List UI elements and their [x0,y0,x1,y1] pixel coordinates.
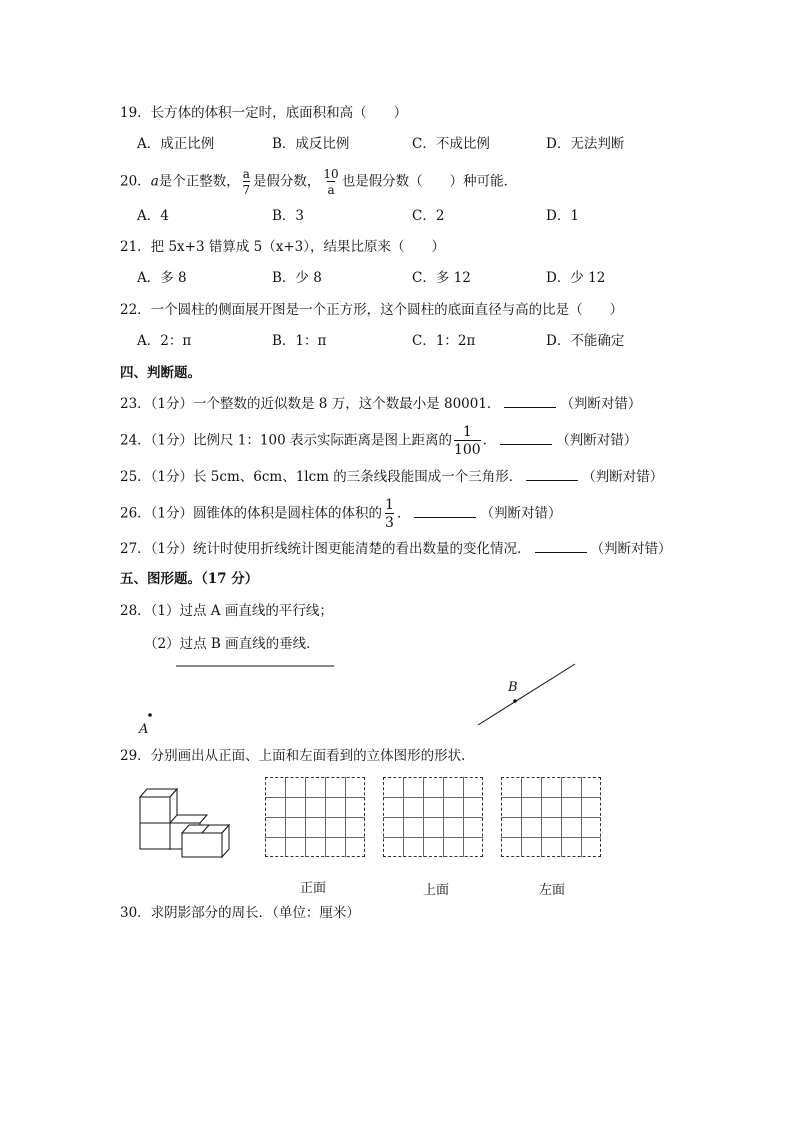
answer-blank[interactable] [526,468,578,481]
question-20-options [137,206,657,226]
option-c: C．1：2π [412,333,476,349]
question-26: 26．（1分）圆锥体的体积是圆柱体的体积的 $\frac{1}{3}$ ． （判断对错） [120,497,562,531]
option-c: C．2 [412,208,445,224]
answer-blank[interactable] [504,395,556,408]
option-d: D．无法判断 [546,136,625,152]
question-21-options [137,268,657,288]
question-24: 24．（1分）比例尺 1：100 表示实际距离是图上距离的 $\frac{1}{100}$ ． （判断对错） [120,424,638,458]
option-b: B．3 [272,208,305,224]
question-28-part2: （2）过点 B 画直线的垂线． [144,636,320,652]
question-30-stem: 30．求阴影部分的周长．（单位：厘米） [120,905,360,921]
cube-stack-figure [136,785,236,860]
option-c: C．多 12 [412,270,471,286]
grid-front-view[interactable] [265,777,365,857]
point-a-label: A [139,722,149,737]
option-a: A．2：π [137,333,192,349]
option-d: D．不能确定 [546,333,625,349]
option-b: B．少 8 [272,270,322,286]
answer-blank[interactable] [500,432,552,445]
label-top-view: 上面 [423,883,450,898]
fraction-1-over-100: $\frac{1}{100}$ [453,424,481,458]
fraction-a-over-7: $\frac{a}{7}$ [242,167,251,197]
option-a: A．多 8 [137,270,187,286]
option-a: A．4 [137,208,169,224]
label-left-view: 左面 [539,883,566,898]
question-25: 25．（1分）长 5cm、6cm、1lcm 的三条线段能围成一个三角形． （判断对错） [120,469,664,485]
option-d: D．1 [546,208,579,224]
option-c: C．不成比例 [412,136,490,152]
option-b: B．1：π [272,333,327,349]
section-heading-judgment: 四、判断题。 [120,365,201,381]
given-line-slanted [478,664,575,725]
question-23: 23．（1分）一个整数的近似数是 8 万，这个数最小是 80001． （判断对错） [120,396,642,412]
question-19-options [137,134,657,154]
grid-top-view[interactable] [383,777,483,857]
question-29-stem: 29．分别画出从正面、上面和左面看到的立体图形的形状． [120,748,475,764]
question-21-stem: 21．把 5x+3 错算成 5（x+3），结果比原来（ ） [120,239,446,255]
option-a: A．成正比例 [137,136,215,152]
option-d: D．少 12 [546,270,606,286]
answer-blank[interactable] [535,540,587,553]
option-b: B．成反比例 [272,136,350,152]
label-front-view: 正面 [300,881,327,896]
question-19-stem: 19．长方体的体积一定时，底面积和高（ ） [120,105,408,121]
point-b-dot [513,699,517,703]
section-heading-geometry: 五、图形题。（17 分） [120,571,259,587]
grid-left-view[interactable] [501,777,601,857]
question-20-stem: 20．a是个正整数， $\frac{a}{7}$ 是假分数， $\frac{10}{a}$ 也是假分数（ ）种可能． [120,167,518,197]
fraction-1-over-3: $\frac{1}{3}$ [385,497,394,531]
question-28-part1: 28．（1）过点 A 画直线的平行线； [120,603,333,619]
question-27: 27．（1分）统计时使用折线统计图更能清楚的看出数量的变化情况． （判断对错） [120,541,672,557]
point-b-label: B [508,680,518,695]
question-22-stem: 22．一个圆柱的侧面展开图是一个正方形，这个圆柱的底面直径与高的比是（ ） [120,302,624,318]
question-22-options [137,331,657,351]
answer-blank[interactable] [414,505,476,518]
fraction-10-over-a: $\frac{10}{a}$ [323,167,339,197]
point-a-dot [148,713,152,717]
question-28-figure [130,655,590,740]
